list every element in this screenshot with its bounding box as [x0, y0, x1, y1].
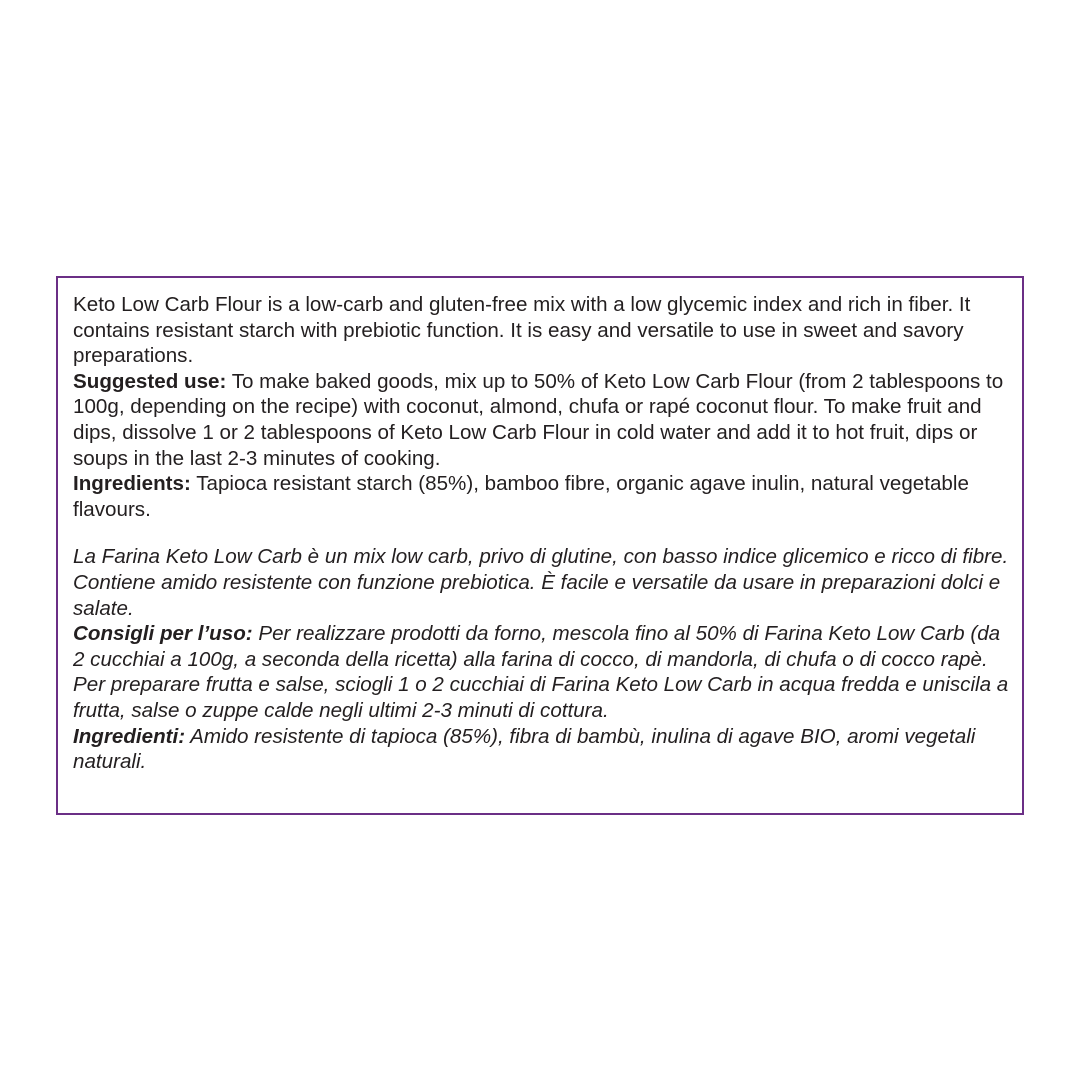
italian-suggested-use-text: Per realizzare prodotti da forno, mescola fino al 50% di Farina Keto Low Carb (da 2 cucchiai a 100g, a seconda della ricetta) alla farina di cocco, di mandorla, di chufa o di cocco rapè. Per preparare frutta e salse, sciogli 1 o 2 cucchiai di Farina Keto Low Carb in acqua fredda e uniscila a frutta, salse o zuppe calde negli ultimi 2-3 minuti di cottura. — [73, 622, 1009, 722]
english-description — [73, 292, 1010, 522]
italian-intro: La Farina Keto Low Carb è un mix low carb, privo di glutine, con basso indice glicemico e ricco di fibre. Contiene amido resistente con funzione prebiotica. È facile e versatile da usare in preparazioni dolci e salate. — [73, 545, 1009, 620]
english-suggested-use-text: To make baked goods, mix up to 50% of Keto Low Carb Flour (from 2 tablespoons to 100g, depending on the recipe) with coconut, almond, chufa or rapé coconut flour. To make fruit and dips, dissolve 1 or 2 tablespoons of Keto Low Carb Flour in cold water and add it to hot fruit, dips or soups in the last 2-3 minutes of cooking. — [73, 369, 1004, 470]
english-suggested-use-label: Suggested use: — [73, 369, 227, 393]
product-description-box — [56, 276, 1024, 815]
english-ingredients-text: Tapioca resistant starch (85%), bamboo fibre, organic agave inulin, natural vegetable flavours. — [73, 472, 969, 521]
english-ingredients — [73, 471, 1010, 522]
english-suggested-use — [73, 369, 1010, 471]
italian-suggested-use — [73, 621, 1010, 723]
italian-ingredients-label: Ingredienti: — [73, 724, 186, 748]
english-intro: Keto Low Carb Flour is a low-carb and gluten-free mix with a low glycemic index and rich in fiber. It contains resistant starch with prebiotic function. It is easy and versatile to use in sweet and savory preparations. — [73, 293, 971, 368]
italian-ingredients-text: Amido resistente di tapioca (85%), fibra di bambù, inulina di agave BIO, aromi vegetali naturali. — [73, 724, 976, 774]
english-ingredients-label: Ingredients: — [73, 472, 191, 496]
italian-ingredients — [73, 724, 1010, 775]
italian-suggested-use-label: Consigli per l’uso: — [73, 622, 253, 646]
italian-description — [73, 544, 1010, 774]
